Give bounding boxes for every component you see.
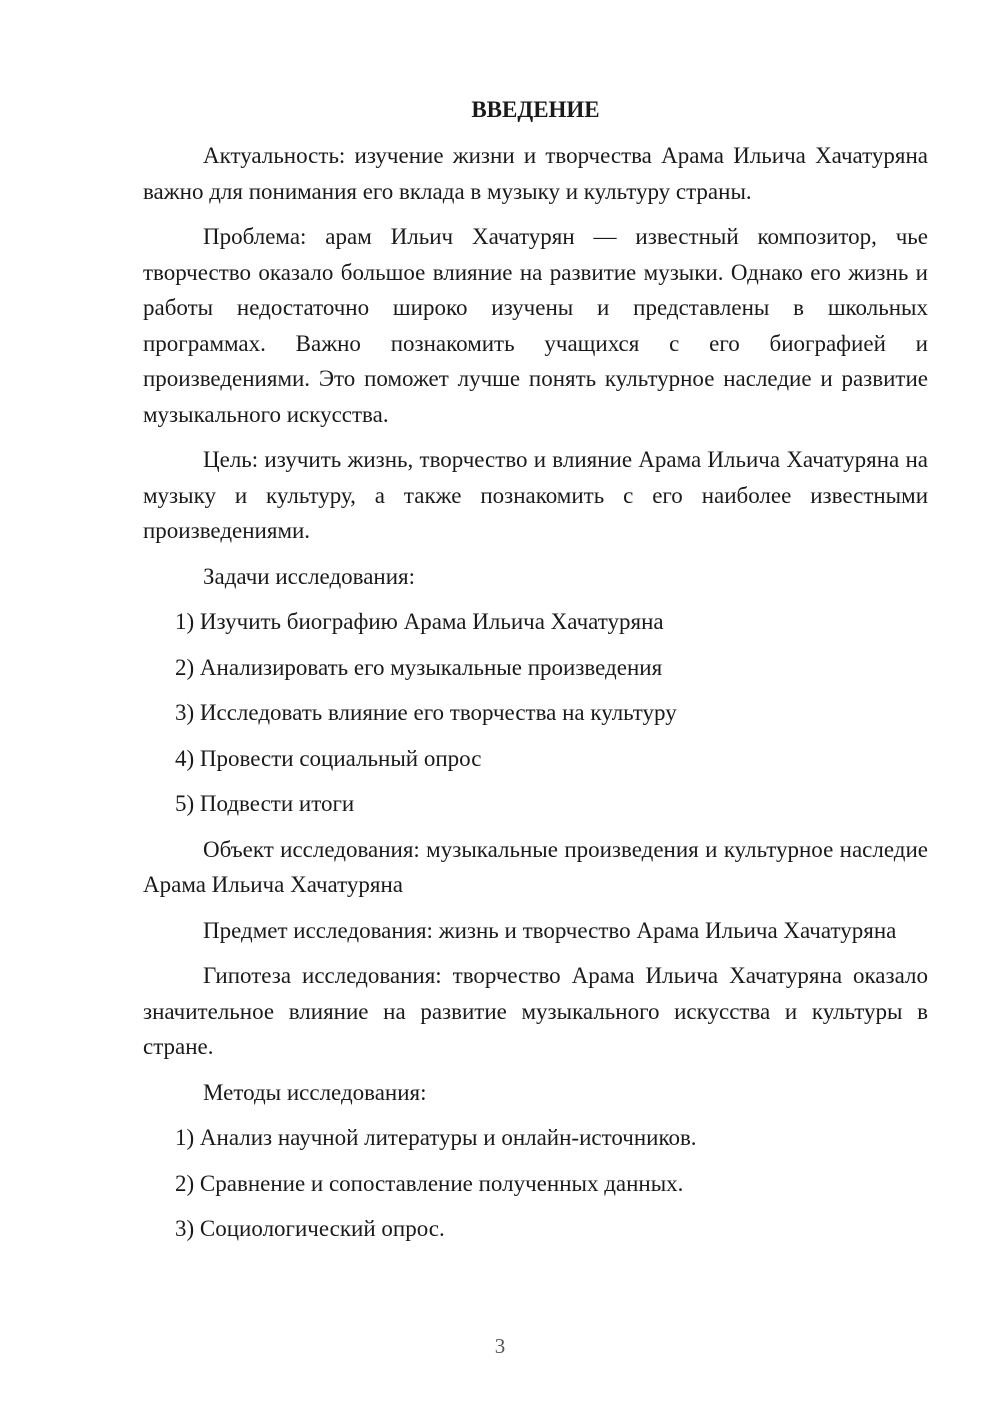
list-item: 3) Социологический опрос.: [175, 1216, 445, 1241]
relevance-paragraph: Актуальность: изучение жизни и творчества Арама Ильича Хачатуряна важно для понимания его вклада в музыку и культуру страны.: [143, 143, 928, 204]
tasks-label: Задачи исследования:: [203, 563, 416, 589]
list-item: 2) Анализировать его музыкальные произведения: [175, 654, 663, 680]
page-content: [143, 92, 928, 1257]
list-item: 4) Провести социальный опрос: [175, 745, 482, 771]
section-heading: ВВЕДЕНИЕ: [471, 97, 600, 122]
tasks-list: [143, 604, 928, 822]
problem-paragraph: Проблема: арам Ильич Хачатурян — известный композитор, чье творчество оказало большое влияние на развитие музыки. Однако его жизнь и работы недостаточно широко изучены и представлены в школьных программах. Важно познакомить учащихся с его биографией и произведениями. Это поможет лучше понять культурное наследие и развитие музыкального искусства.: [143, 224, 928, 427]
list-item: 3) Исследовать влияние его творчества на культуру: [175, 700, 677, 725]
page-number: 3: [494, 1334, 506, 1358]
list-item: 5) Подвести итоги: [175, 791, 355, 816]
list-item: 2) Сравнение и сопоставление полученных данных.: [175, 1170, 684, 1196]
list-item: 1) Изучить биографию Арама Ильича Хачатуряна: [175, 609, 664, 634]
hypothesis-paragraph: Гипотеза исследования: творчество Арама Ильича Хачатуряна оказало значительное влияние на развитие музыкального искусства и культуры в стране.: [143, 963, 928, 1059]
subject-paragraph: Предмет исследования: жизнь и творчество Арама Ильича Хачатуряна: [203, 917, 897, 943]
methods-label: Методы исследования:: [203, 1079, 427, 1105]
goal-paragraph: Цель: изучить жизнь, творчество и влияние Арама Ильича Хачатуряна на музыку и культуру, а также познакомить с его наиболее известными произведениями.: [143, 447, 928, 543]
object-paragraph: Объект исследования: музыкальные произведения и культурное наследие Арама Ильича Хачатуряна: [143, 836, 928, 897]
methods-list: [143, 1120, 928, 1247]
list-item: 1) Анализ научной литературы и онлайн-источников.: [175, 1125, 697, 1150]
